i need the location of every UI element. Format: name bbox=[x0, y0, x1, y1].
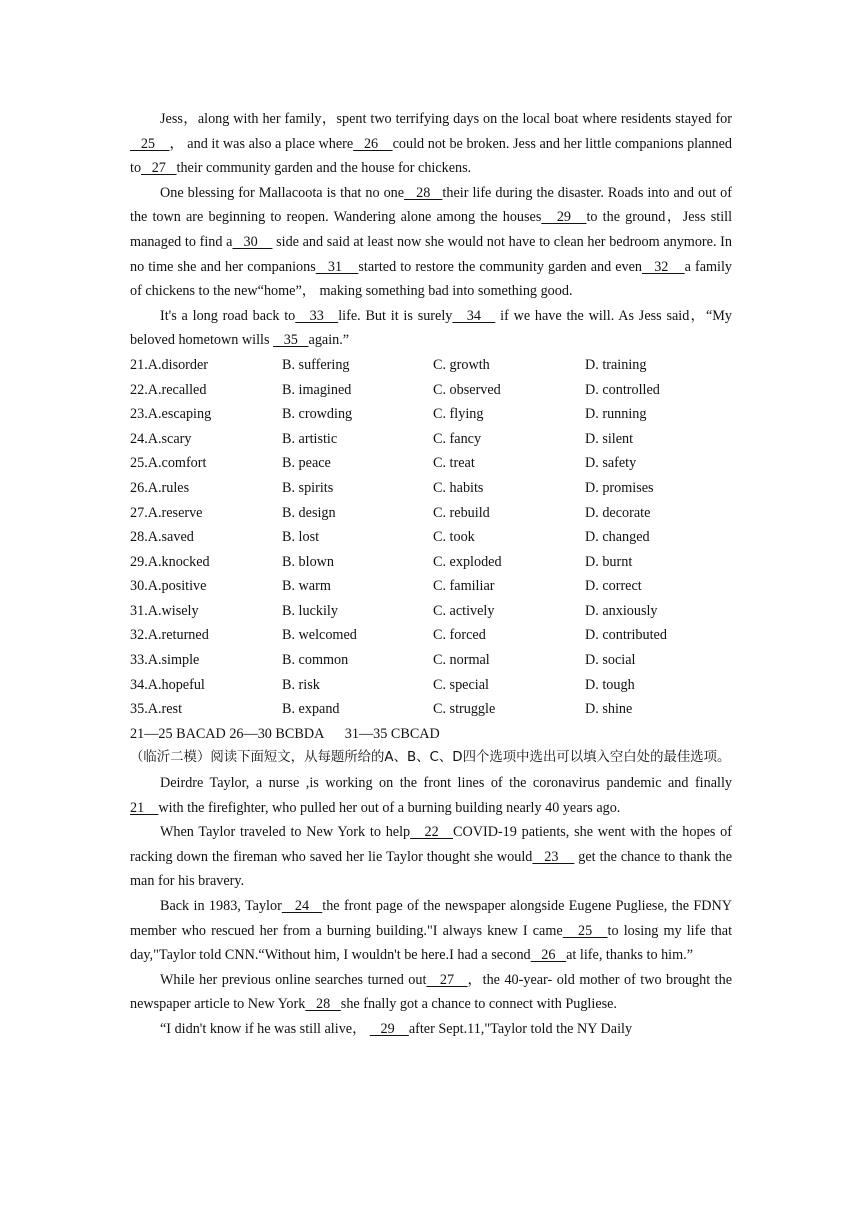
option-row bbox=[130, 427, 732, 452]
paragraph bbox=[130, 304, 732, 353]
paragraph-text: Deirdre Taylor, a nurse ,is working on the front lines of the coronavirus pandemic and finally bbox=[160, 775, 732, 792]
blank-number: 28 bbox=[404, 184, 443, 201]
options-list bbox=[130, 353, 732, 722]
option-choice: C. habits bbox=[433, 479, 484, 496]
paragraph-text: get the chance to thank the man for his bravery. bbox=[130, 848, 732, 890]
paragraph-text: their life during the disaster. Roads into and out of the town are beginning to reopen. Wandering alone among the houses bbox=[130, 184, 732, 226]
paragraph bbox=[130, 181, 732, 304]
option-choice: 27.A.reserve bbox=[130, 504, 203, 521]
answer-key: 21—25 BACAD 26—30 BCBDA 31—35 CBCAD bbox=[130, 725, 440, 742]
paragraph bbox=[130, 894, 732, 968]
option-choice: C. struggle bbox=[433, 701, 496, 718]
paragraph-text: again.” bbox=[308, 332, 350, 349]
option-choice: D. contributed bbox=[585, 627, 667, 644]
option-choice: B. suffering bbox=[282, 356, 350, 373]
option-row bbox=[130, 525, 732, 550]
option-choice: B. peace bbox=[282, 455, 331, 472]
option-choice: 25.A.comfort bbox=[130, 455, 207, 472]
blank-number: 22 bbox=[410, 824, 454, 841]
option-choice: D. correct bbox=[585, 578, 642, 595]
option-row bbox=[130, 501, 732, 526]
blank-number: 26 bbox=[353, 135, 393, 152]
passage-1 bbox=[130, 107, 732, 353]
option-choice: D. changed bbox=[585, 529, 650, 546]
paragraph-text: It's a long road back to bbox=[160, 307, 296, 324]
option-choice: B. imagined bbox=[282, 381, 352, 398]
paragraph-text: if we have the will. As Jess said，“My beloved hometown wills bbox=[130, 307, 733, 349]
option-choice: 22.A.recalled bbox=[130, 381, 207, 398]
option-choice: D. anxiously bbox=[585, 602, 658, 619]
option-row bbox=[130, 599, 732, 624]
option-choice: B. luckily bbox=[282, 602, 338, 619]
option-choice: C. fancy bbox=[433, 430, 482, 447]
option-row bbox=[130, 476, 732, 501]
option-choice: D. controlled bbox=[585, 381, 660, 398]
option-choice: 35.A.rest bbox=[130, 701, 183, 718]
option-choice: C. normal bbox=[433, 652, 490, 669]
blank-number: 35 bbox=[273, 332, 309, 349]
option-choice: B. risk bbox=[282, 676, 320, 693]
paragraph-text: with the firefighter, who pulled her out of a burning building nearly 40 years ago. bbox=[158, 799, 621, 816]
option-choice: 34.A.hopeful bbox=[130, 676, 205, 693]
blank-number: 32 bbox=[642, 258, 685, 275]
paragraph-text: their community garden and the house for chickens. bbox=[176, 160, 472, 177]
option-choice: B. common bbox=[282, 652, 349, 669]
option-choice: D. promises bbox=[585, 479, 654, 496]
option-row bbox=[130, 550, 732, 575]
blank-number: 26 bbox=[530, 947, 567, 964]
option-choice: B. lost bbox=[282, 529, 320, 546]
option-choice: D. training bbox=[585, 356, 647, 373]
option-choice: D. burnt bbox=[585, 553, 633, 570]
blank-number: 25 bbox=[562, 922, 608, 939]
option-choice: B. artistic bbox=[282, 430, 338, 447]
blank-number: 27 bbox=[141, 160, 177, 177]
option-choice: 21.A.disorder bbox=[130, 356, 209, 373]
blank-number: 31 bbox=[315, 258, 359, 275]
option-choice: C. observed bbox=[433, 381, 501, 398]
passage-2 bbox=[130, 771, 732, 1042]
option-choice: 28.A.saved bbox=[130, 529, 194, 546]
option-choice: D. running bbox=[585, 406, 647, 423]
paragraph-text: COVID-19 patients, she went with the hopes of racking down the fireman who saved her lie Taylor thought she would bbox=[130, 824, 732, 865]
option-choice: B. welcomed bbox=[282, 627, 357, 644]
paragraph bbox=[130, 968, 732, 1017]
option-choice: 30.A.positive bbox=[130, 578, 207, 595]
option-choice: 31.A.wisely bbox=[130, 602, 199, 619]
blank-number: 29 bbox=[541, 209, 587, 226]
option-choice: C. familiar bbox=[433, 578, 495, 595]
option-choice: B. warm bbox=[282, 578, 331, 595]
paragraph bbox=[130, 107, 732, 181]
option-row bbox=[130, 574, 732, 599]
option-choice: D. shine bbox=[585, 701, 633, 718]
paragraph-text: at life, thanks to him.” bbox=[566, 947, 693, 964]
blank-number: 33 bbox=[295, 307, 339, 324]
option-row bbox=[130, 697, 732, 722]
option-choice: 26.A.rules bbox=[130, 479, 190, 496]
blank-number: 28 bbox=[305, 996, 341, 1013]
paragraph-text: could not be broken. Jess and her little companions planned to bbox=[130, 135, 732, 177]
option-row bbox=[130, 378, 732, 403]
paragraph-text: ，the 40-year- old mother of two brought the newspaper article to New York bbox=[130, 971, 732, 1013]
option-choice: D. social bbox=[585, 652, 636, 669]
option-row bbox=[130, 451, 732, 476]
paragraph-text: to losing my life that day,"Taylor told CNN.“Without him, I wouldn't be here.I had a second bbox=[130, 922, 733, 964]
option-row bbox=[130, 623, 732, 648]
option-row bbox=[130, 648, 732, 673]
paragraph-text: While her previous online searches turned out bbox=[160, 971, 427, 988]
paragraph-text: When Taylor traveled to New York to help bbox=[160, 824, 411, 841]
blank-number: 30 bbox=[232, 233, 273, 250]
option-choice: C. rebuild bbox=[433, 504, 490, 521]
option-row bbox=[130, 353, 732, 378]
paragraph-text: life. But it is surely bbox=[338, 307, 453, 324]
paragraph-text: Back in 1983, Taylor bbox=[160, 898, 282, 914]
paragraph-text: One blessing for Mallacoota is that no one bbox=[160, 184, 405, 201]
option-choice: D. tough bbox=[585, 676, 635, 693]
paragraph-text: to the ground，Jess still managed to find a bbox=[130, 209, 733, 250]
option-choice: B. design bbox=[282, 504, 336, 521]
option-choice: B. blown bbox=[282, 553, 335, 570]
option-choice: B. expand bbox=[282, 701, 340, 718]
option-choice: C. exploded bbox=[433, 553, 502, 570]
option-choice: 33.A.simple bbox=[130, 652, 200, 669]
option-row bbox=[130, 673, 732, 698]
option-choice: C. actively bbox=[433, 602, 495, 619]
option-choice: 23.A.escaping bbox=[130, 406, 212, 423]
option-choice: C. took bbox=[433, 529, 475, 546]
instruction-text: （临沂二模）阅读下面短文，从每题所给的A、B、C、D四个选项中选出可以填入空白处的最佳选项。 bbox=[130, 750, 731, 766]
option-choice: B. crowding bbox=[282, 406, 353, 423]
paragraph-text: Jess，along with her family，spent two terrifying days on the local boat where residents stayed for bbox=[160, 111, 732, 127]
paragraph-text: side and said at least now she would not have to clean her bedroom anymore. In no time she and her companions bbox=[130, 233, 733, 275]
blank-number: 25 bbox=[130, 135, 170, 152]
option-choice: B. spirits bbox=[282, 479, 334, 496]
option-choice: C. special bbox=[433, 676, 489, 693]
option-row bbox=[130, 402, 732, 427]
option-choice: C. growth bbox=[433, 356, 490, 373]
option-choice: C. treat bbox=[433, 455, 475, 472]
option-choice: D. safety bbox=[585, 455, 637, 472]
option-choice: 24.A.scary bbox=[130, 430, 192, 447]
blank-number: 29 bbox=[369, 1020, 409, 1037]
option-choice: 32.A.returned bbox=[130, 627, 209, 644]
paragraph-text: a family of chickens to the new“home”， making something bad into something good. bbox=[130, 258, 733, 300]
option-choice: 29.A.knocked bbox=[130, 553, 210, 570]
paragraph-text: ， and it was also a place where bbox=[169, 135, 354, 152]
option-choice: D. decorate bbox=[585, 504, 651, 521]
option-choice: C. forced bbox=[433, 627, 486, 644]
paragraph-text: started to restore the community garden and even bbox=[358, 258, 643, 275]
paragraph-text: “I didn't know if he was still alive， bbox=[160, 1020, 370, 1037]
blank-number: 24 bbox=[281, 898, 323, 914]
paragraph bbox=[130, 771, 732, 820]
option-choice: C. flying bbox=[433, 406, 484, 423]
option-choice: D. silent bbox=[585, 430, 634, 447]
blank-number: 27 bbox=[426, 971, 468, 988]
document-page bbox=[130, 107, 732, 1042]
paragraph-text: the front page of the newspaper alongside Eugene Pugliese, the FDNY member who rescued her from a burning building."I always knew I came bbox=[130, 898, 732, 939]
paragraph bbox=[130, 820, 732, 894]
paragraph bbox=[130, 1017, 732, 1042]
blank-number: 34 bbox=[452, 307, 496, 324]
paragraph-text: after Sept.11,"Taylor told the NY Daily bbox=[408, 1020, 633, 1037]
blank-number: 23 bbox=[532, 848, 575, 865]
blank-number: 21 bbox=[130, 799, 159, 816]
paragraph-text: she fnally got a chance to connect with Pugliese. bbox=[340, 996, 617, 1013]
